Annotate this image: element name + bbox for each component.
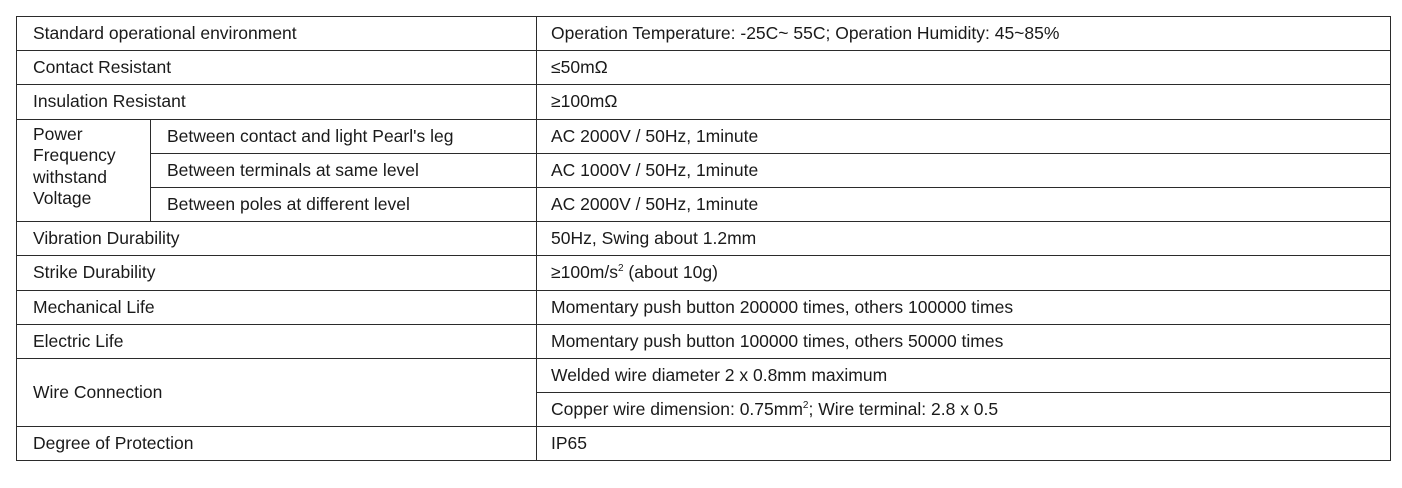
voltage-value: AC 1000V / 50Hz, 1minute	[537, 153, 1391, 187]
table-row	[17, 153, 1391, 187]
row-value: Momentary push button 100000 times, others 50000 times	[537, 324, 1391, 358]
strike-value-text: ≥100m/s	[551, 262, 618, 283]
table-row	[17, 358, 1391, 392]
row-label: Wire Connection	[17, 358, 537, 426]
row-value: IP65	[537, 427, 1391, 461]
row-value: Momentary push button 200000 times, others 100000 times	[537, 290, 1391, 324]
row-label: Insulation Resistant	[17, 85, 537, 119]
row-value: ≥100mΩ	[537, 85, 1391, 119]
voltage-sub-label: Between contact and light Pearl's leg	[151, 119, 537, 153]
row-value	[537, 256, 1391, 290]
superscript: 2	[802, 400, 809, 412]
row-label: Mechanical Life	[17, 290, 537, 324]
row-label: Standard operational environment	[17, 17, 537, 51]
row-value: 50Hz, Swing about 1.2mm	[537, 222, 1391, 256]
row-label: Degree of Protection	[17, 427, 537, 461]
voltage-sub-label: Between poles at different level	[151, 187, 537, 221]
row-label: Strike Durability	[17, 256, 537, 290]
table-row	[17, 119, 1391, 153]
table-row	[17, 427, 1391, 461]
copper-value-text: Copper wire dimension: 0.75mm	[551, 399, 803, 420]
voltage-value: AC 2000V / 50Hz, 1minute	[537, 119, 1391, 153]
table-row	[17, 51, 1391, 85]
table-row	[17, 85, 1391, 119]
row-label: Contact Resistant	[17, 51, 537, 85]
copper-value-suffix: ; Wire terminal: 2.8 x 0.5	[808, 399, 999, 420]
voltage-sub-label: Between terminals at same level	[151, 153, 537, 187]
row-value: Welded wire diameter 2 x 0.8mm maximum	[537, 358, 1391, 392]
voltage-group-label: Power Frequency withstand Voltage	[17, 119, 151, 222]
table-row	[17, 17, 1391, 51]
voltage-value: AC 2000V / 50Hz, 1minute	[537, 187, 1391, 221]
superscript: 2	[618, 263, 624, 275]
table-row	[17, 187, 1391, 221]
table-row	[17, 256, 1391, 290]
row-label: Electric Life	[17, 324, 537, 358]
row-value: Operation Temperature: -25C~ 55C; Operation Humidity: 45~85%	[537, 17, 1391, 51]
row-value	[537, 393, 1391, 427]
row-value: ≤50mΩ	[537, 51, 1391, 85]
table-row	[17, 290, 1391, 324]
table-row	[17, 324, 1391, 358]
specification-table	[16, 16, 1391, 461]
row-label: Vibration Durability	[17, 222, 537, 256]
table-row	[17, 222, 1391, 256]
strike-value-suffix: (about 10g)	[623, 262, 718, 283]
